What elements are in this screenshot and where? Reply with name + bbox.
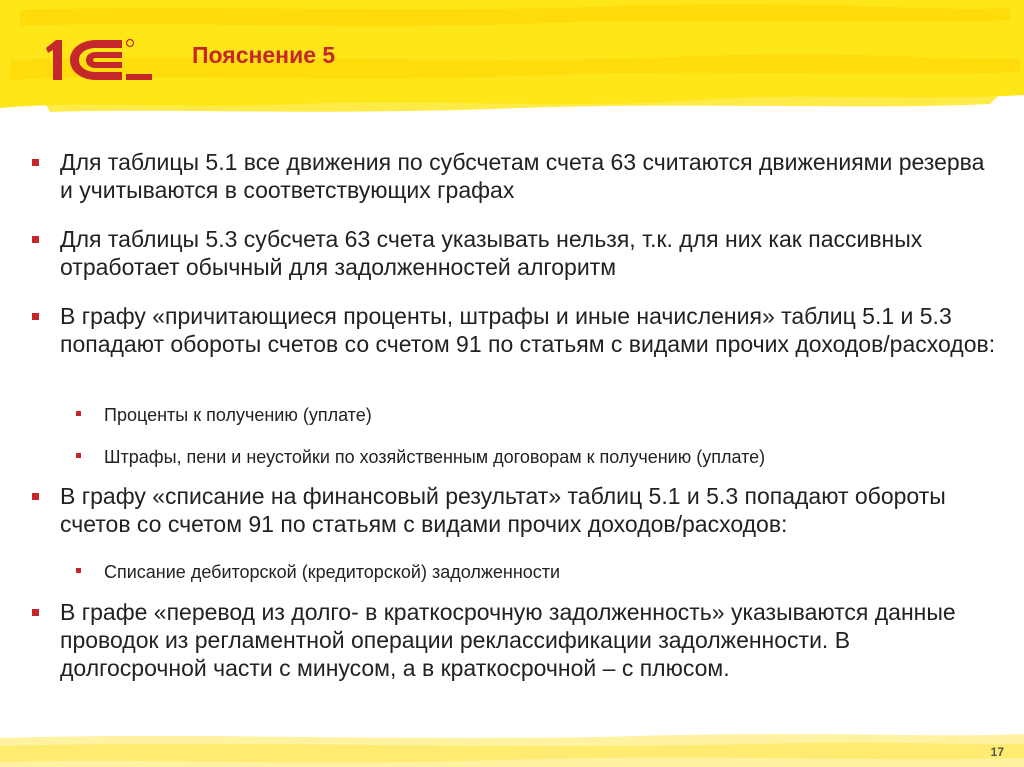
list-item: В графу «списание на финансовый результат» таблиц 5.1 и 5.3 попадают обороты счетов со счетом 91 по статьям с видами прочих доходов/расходов: (60, 483, 946, 537)
page-number: 17 (990, 745, 1004, 759)
list-item: В графе «перевод из долго- в краткосрочную задолженность» указываются данные проводок из регламентной операции реклассификации задолженности. В долгосрочной части с минусом, а в краткосрочной – с плюсом. (60, 599, 956, 681)
bullet-icon (76, 568, 81, 573)
list-item: Для таблицы 5.3 субсчета 63 счета указывать нельзя, т.к. для них как пассивных отработает обычный для задолженностей алгоритм (60, 226, 923, 280)
list-item: Для таблицы 5.1 все движения по субсчетам счета 63 считаются движениями резерва и учитываются в соответствующих графах (60, 149, 985, 203)
bullet-icon (32, 609, 39, 616)
bullet-icon (76, 453, 81, 458)
bullet-icon (32, 313, 39, 320)
list-item: Проценты к получению (уплате) (104, 405, 372, 425)
slide-title: Пояснение 5 (192, 42, 336, 68)
list-item: Списание дебиторской (кредиторской) задолженности (104, 562, 561, 582)
bullet-icon (32, 236, 39, 243)
bullet-icon (76, 411, 81, 416)
list-item: В графу «причитающиеся проценты, штрафы и иные начисления» таблиц 5.1 и 5.3 попадают обороты счетов со счетом 91 по статьям с видами прочих доходов/расходов: (60, 303, 996, 357)
bullet-icon (32, 159, 39, 166)
list-item: Штрафы, пени и неустойки по хозяйственным договорам к получению (уплате) (104, 447, 766, 467)
bullet-icon (32, 493, 39, 500)
footer-brush (0, 728, 1024, 767)
